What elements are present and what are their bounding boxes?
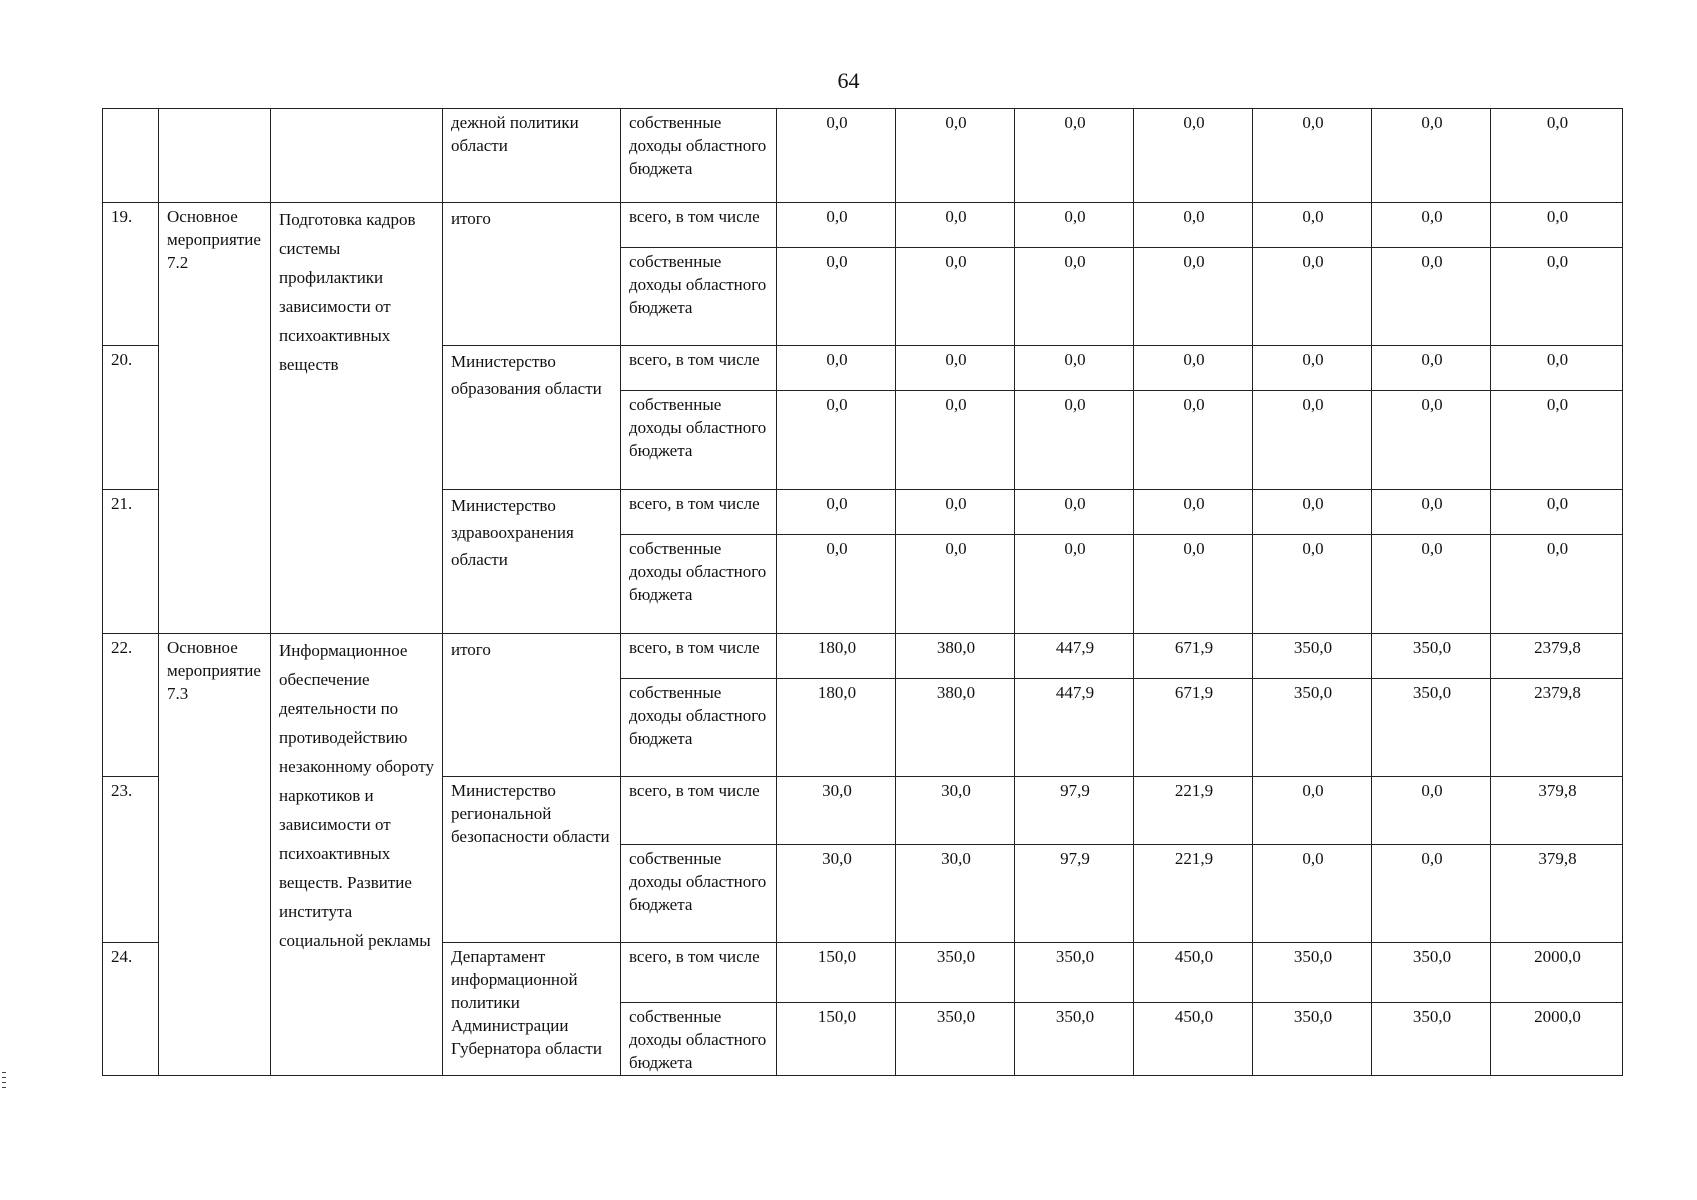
value-cell: 0,0	[1253, 346, 1372, 391]
value-cell: 2000,0	[1491, 943, 1623, 1002]
funding-source-cell: всего, в том числе	[621, 943, 777, 1002]
funding-source-cell: собственные доходы областного бюджета	[621, 678, 777, 777]
value-cell: 0,0	[896, 391, 1015, 490]
value-cell: 350,0	[1253, 678, 1372, 777]
value-cell: 0,0	[1134, 346, 1253, 391]
value-cell: 671,9	[1134, 633, 1253, 678]
value-cell: 0,0	[777, 346, 896, 391]
value-cell: 0,0	[1134, 109, 1253, 203]
value-cell: 0,0	[896, 534, 1015, 633]
value-cell: 447,9	[1015, 633, 1134, 678]
description-cell: Подготовка кадров системы профилактики зависимости от психоактивных веществ	[271, 202, 443, 633]
value-cell: 0,0	[1372, 844, 1491, 943]
funding-source-cell: собственные доходы областного бюджета	[621, 534, 777, 633]
value-cell: 0,0	[1015, 346, 1134, 391]
scan-edge-marks	[2, 1072, 6, 1092]
funding-source-cell: всего, в том числе	[621, 777, 777, 844]
value-cell: 0,0	[1015, 534, 1134, 633]
value-cell: 97,9	[1015, 777, 1134, 844]
value-cell: 0,0	[1253, 202, 1372, 247]
funding-source-cell: всего, в том числе	[621, 633, 777, 678]
row-number-cell: 22.	[103, 633, 159, 777]
value-cell: 0,0	[1134, 490, 1253, 535]
funding-source-cell: собственные доходы областного бюджета	[621, 844, 777, 943]
value-cell: 0,0	[896, 109, 1015, 203]
value-cell: 0,0	[1491, 346, 1623, 391]
value-cell: 0,0	[1491, 534, 1623, 633]
value-cell: 0,0	[777, 109, 896, 203]
value-cell: 0,0	[1372, 534, 1491, 633]
budget-table	[102, 108, 1623, 1076]
value-cell: 0,0	[1253, 391, 1372, 490]
value-cell: 0,0	[1372, 346, 1491, 391]
value-cell: 0,0	[1491, 391, 1623, 490]
value-cell: 350,0	[896, 1002, 1015, 1075]
row-number-cell: 21.	[103, 490, 159, 634]
table-row	[103, 202, 1623, 247]
value-cell: 150,0	[777, 1002, 896, 1075]
executor-cell: итого	[443, 202, 621, 346]
funding-source-cell: всего, в том числе	[621, 346, 777, 391]
row-number-cell: 20.	[103, 346, 159, 490]
funding-source-cell: собственные доходы областного бюджета	[621, 1002, 777, 1075]
value-cell: 0,0	[896, 490, 1015, 535]
value-cell: 0,0	[1134, 391, 1253, 490]
value-cell: 350,0	[1253, 1002, 1372, 1075]
value-cell: 671,9	[1134, 678, 1253, 777]
value-cell: 97,9	[1015, 844, 1134, 943]
value-cell: 350,0	[1253, 943, 1372, 1002]
value-cell: 0,0	[1491, 247, 1623, 346]
value-cell: 0,0	[1134, 247, 1253, 346]
value-cell: 0,0	[896, 247, 1015, 346]
value-cell: 350,0	[1253, 633, 1372, 678]
value-cell: 0,0	[1015, 247, 1134, 346]
activity-cell	[159, 109, 271, 203]
value-cell: 350,0	[896, 943, 1015, 1002]
executor-cell: Министерство региональной безопасности области	[443, 777, 621, 943]
executor-cell: Министерство образования области	[443, 346, 621, 490]
value-cell: 0,0	[777, 202, 896, 247]
value-cell: 0,0	[1253, 777, 1372, 844]
value-cell: 0,0	[1491, 109, 1623, 203]
value-cell: 0,0	[1015, 109, 1134, 203]
value-cell: 0,0	[1253, 109, 1372, 203]
funding-source-cell: собственные доходы областного бюджета	[621, 109, 777, 203]
row-number-cell: 23.	[103, 777, 159, 943]
value-cell: 447,9	[1015, 678, 1134, 777]
funding-source-cell: всего, в том числе	[621, 490, 777, 535]
value-cell: 2379,8	[1491, 678, 1623, 777]
value-cell: 0,0	[1372, 490, 1491, 535]
value-cell: 2000,0	[1491, 1002, 1623, 1075]
value-cell: 0,0	[1491, 202, 1623, 247]
value-cell: 30,0	[896, 777, 1015, 844]
executor-cell: итого	[443, 633, 621, 777]
row-number-cell	[103, 109, 159, 203]
row-number-cell: 19.	[103, 202, 159, 346]
page-number: 64	[837, 68, 860, 93]
value-cell: 180,0	[777, 633, 896, 678]
value-cell: 180,0	[777, 678, 896, 777]
executor-cell: Департамент информационной политики Администрации Губернатора области	[443, 943, 621, 1076]
value-cell: 0,0	[777, 534, 896, 633]
value-cell: 150,0	[777, 943, 896, 1002]
funding-source-cell: всего, в том числе	[621, 202, 777, 247]
description-cell: Информационное обеспечение деятельности по противодействию незаконному обороту наркотиков и зависимости от психоактивных веществ. Развитие института социальной рекламы	[271, 633, 443, 1075]
value-cell: 350,0	[1372, 678, 1491, 777]
funding-source-cell: собственные доходы областного бюджета	[621, 391, 777, 490]
value-cell: 221,9	[1134, 844, 1253, 943]
executor-cell: дежной политики области	[443, 109, 621, 203]
value-cell: 0,0	[1253, 534, 1372, 633]
value-cell: 379,8	[1491, 777, 1623, 844]
value-cell: 0,0	[777, 391, 896, 490]
value-cell: 0,0	[1015, 391, 1134, 490]
table-row	[103, 633, 1623, 678]
executor-cell: Министерство здравоохранения области	[443, 490, 621, 634]
value-cell: 2379,8	[1491, 633, 1623, 678]
value-cell: 379,8	[1491, 844, 1623, 943]
row-number-cell: 24.	[103, 943, 159, 1076]
value-cell: 30,0	[777, 777, 896, 844]
value-cell: 0,0	[1015, 202, 1134, 247]
value-cell: 221,9	[1134, 777, 1253, 844]
activity-cell: Основное мероприятие 7.3	[159, 633, 271, 1075]
value-cell: 0,0	[896, 202, 1015, 247]
value-cell: 0,0	[1253, 247, 1372, 346]
value-cell: 450,0	[1134, 943, 1253, 1002]
value-cell: 0,0	[1015, 490, 1134, 535]
value-cell: 0,0	[896, 346, 1015, 391]
value-cell: 350,0	[1015, 943, 1134, 1002]
value-cell: 0,0	[1134, 202, 1253, 247]
value-cell: 350,0	[1015, 1002, 1134, 1075]
value-cell: 0,0	[1372, 202, 1491, 247]
description-cell	[271, 109, 443, 203]
value-cell: 450,0	[1134, 1002, 1253, 1075]
value-cell: 350,0	[1372, 1002, 1491, 1075]
value-cell: 0,0	[1372, 109, 1491, 203]
value-cell: 0,0	[777, 490, 896, 535]
value-cell: 0,0	[1372, 391, 1491, 490]
value-cell: 380,0	[896, 678, 1015, 777]
value-cell: 0,0	[1253, 844, 1372, 943]
funding-source-cell: собственные доходы областного бюджета	[621, 247, 777, 346]
table-row	[103, 109, 1623, 203]
value-cell: 350,0	[1372, 943, 1491, 1002]
value-cell: 0,0	[1372, 777, 1491, 844]
value-cell: 0,0	[1134, 534, 1253, 633]
activity-cell: Основное мероприятие 7.2	[159, 202, 271, 633]
value-cell: 30,0	[896, 844, 1015, 943]
value-cell: 0,0	[1491, 490, 1623, 535]
value-cell: 30,0	[777, 844, 896, 943]
value-cell: 380,0	[896, 633, 1015, 678]
value-cell: 0,0	[777, 247, 896, 346]
value-cell: 0,0	[1372, 247, 1491, 346]
value-cell: 0,0	[1253, 490, 1372, 535]
value-cell: 350,0	[1372, 633, 1491, 678]
